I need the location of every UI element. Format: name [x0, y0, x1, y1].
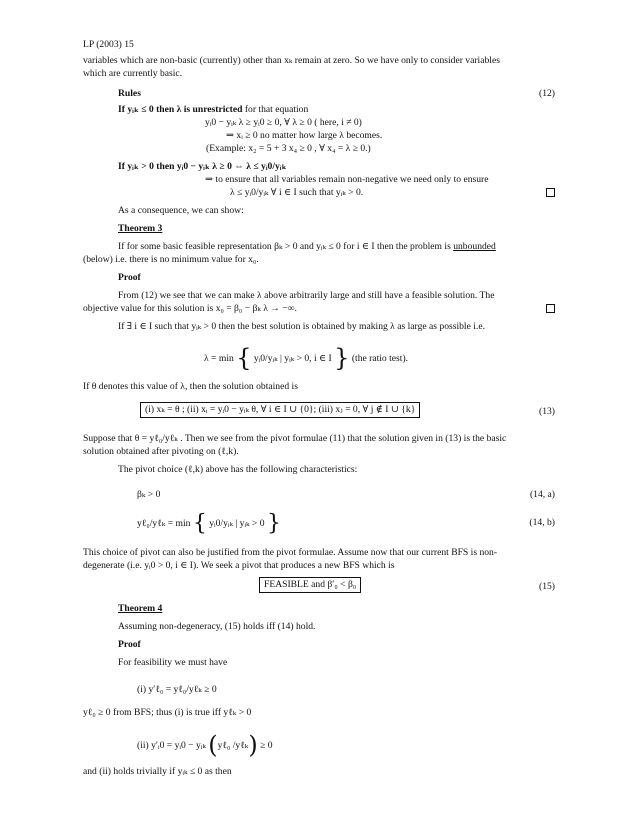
theorem-3-line: (below) i.e. there is no minimum value for x₀.: [83, 254, 259, 265]
theorem-4-heading: Theorem 4: [118, 603, 163, 614]
condition-14b-set: yᵢ0/yᵢₖ | yᵢₖ > 0: [209, 518, 265, 529]
equation-13: [140, 402, 420, 418]
left-brace-icon: {: [236, 344, 252, 372]
equation-line: (Example: x₂ = 5 + 3 x₄ ≥ 0 , ∀ x₄ = λ ≥ 0.): [206, 143, 371, 154]
qed-square-icon: [546, 304, 555, 313]
equation-line: ⇒ xᵢ ≥ 0 no matter how large λ becomes.: [226, 130, 383, 141]
equation-number: (14, a): [529, 489, 555, 500]
paragraph-line: As a consequence, we can show:: [118, 205, 244, 216]
equation-number: (14, b): [529, 517, 555, 528]
theorem-3-line: [118, 240, 496, 253]
paragraph-line: solution obtained after pivoting on (ℓ,k).: [83, 446, 239, 457]
theorem-3-text: If for some basic feasible representation βₖ > 0 and yᵢₖ ≤ 0 for i ∈ I then the problem is: [118, 241, 454, 252]
ratio-lhs: λ = min: [204, 353, 234, 364]
paragraph-line: degenerate (i.e. yᵢ0 > 0, i ∈ I). We seek a pivot that produces a new BFS which is: [83, 560, 395, 571]
condition-ii-ratio: yℓ₀ /yℓₖ: [217, 740, 249, 751]
ratio-note: (the ratio test).: [351, 353, 409, 364]
boxed-equation: FEASIBLE and β′₀ < β₀: [259, 577, 361, 593]
condition-14b: [137, 511, 281, 536]
theorem-3-heading: Theorem 3: [118, 223, 163, 234]
condition-ii: [137, 731, 273, 759]
proof-line: objective value for this solution is x₀ = β₀ − βₖ λ → −∞.: [83, 303, 297, 314]
proof-line: From (12) we see that we can make λ above arbitrarily large and still have a feasible solution. The: [118, 290, 495, 301]
equation-line: yᵢ0 − yᵢₖ λ ≥ yᵢ0 ≥ 0, ∀ λ ≥ 0 ( here, i ≠ 0): [205, 117, 362, 128]
paragraph-line: which are currently basic.: [83, 68, 183, 79]
left-paren-icon: (: [208, 731, 218, 759]
paragraph-line: yℓ₀ ≥ 0 from BFS; thus (i) is true iff yℓₖ > 0: [83, 707, 252, 718]
theorem-4-text: Assuming non-degeneracy, (15) holds iff (14) hold.: [118, 621, 316, 632]
equation-number: (12): [539, 88, 555, 99]
right-brace-icon: }: [334, 344, 350, 372]
paragraph-line: This choice of pivot can also be justified from the pivot formulae. Assume now that our current BFS is non-: [83, 547, 498, 558]
boxed-equation: (i) xₖ = θ ; (ii) xᵢ = yᵢ0 − yᵢₖ θ, ∀ i ∈ I ∪ {0}; (iii) xⱼ = 0, ∀ j ∉ I ∪ {k}: [140, 402, 420, 418]
paragraph-line: Suppose that θ = yℓ₀/yℓₖ . Then we see from the pivot formulae (11) that the solution given in (13) is the basic: [83, 433, 507, 444]
rule-2-line: ⇒ to ensure that all variables remain non-negative we need only to ensure: [205, 174, 489, 185]
condition-14b-lhs: yℓ₀/yℓₖ = min: [137, 518, 191, 529]
paragraph-line: variables which are non-basic (currently) other than xₖ remain at zero. So we have only to consider variables: [83, 55, 500, 66]
proof-heading: Proof: [118, 639, 141, 650]
rules-heading: Rules: [118, 88, 141, 99]
equation-number: (13): [539, 406, 555, 417]
ratio-set: yᵢ0/yᵢₖ | yᵢₖ > 0, i ∈ I: [253, 353, 332, 364]
rule-1-condition: If yᵢₖ ≤ 0 then λ is unrestricted: [118, 104, 243, 115]
equation-number: (15): [539, 581, 555, 592]
unbounded-term: unbounded: [453, 241, 496, 252]
paragraph-line: If ∃ i ∈ I such that yᵢₖ > 0 then the best solution is obtained by making λ as large as possible i.e.: [118, 321, 485, 332]
qed-square-icon: [546, 188, 555, 197]
rule-2-line: λ ≤ yᵢ0/yᵢₖ ∀ i ∈ I such that yᵢₖ > 0.: [230, 187, 364, 198]
paragraph-line: If θ denotes this value of λ, then the solution obtained is: [83, 381, 298, 392]
running-header: LP (2003) 15: [83, 39, 134, 50]
paragraph-line: and (ii) holds trivially if yᵢₖ ≤ 0 as then: [83, 766, 232, 777]
condition-ii-lhs: (ii) y′ᵢ0 = yᵢ0 − yᵢₖ: [137, 740, 206, 751]
condition-ii-rhs: ≥ 0: [260, 740, 273, 751]
equation-15: [259, 577, 361, 593]
rule-1: [118, 103, 308, 116]
rule-2-condition: If yᵢₖ > 0 then yᵢ0 − yᵢₖ λ ≥ 0 ⇔ λ ≤ yᵢ0/yᵢₖ: [118, 161, 287, 172]
right-paren-icon: ): [248, 731, 258, 759]
condition-i: (i) y′ℓ₀ = yℓ₀/yℓₖ ≥ 0: [137, 684, 217, 695]
paragraph-line: For feasibility we must have: [118, 657, 228, 668]
paragraph-line: The pivot choice (ℓ,k) above has the following characteristics:: [118, 464, 358, 475]
left-brace-icon: {: [192, 511, 207, 536]
condition-14a: βₖ > 0: [137, 489, 161, 500]
ratio-test-formula: [204, 344, 409, 372]
proof-heading: Proof: [118, 272, 141, 283]
right-brace-icon: }: [266, 511, 281, 536]
rule-1-text: for that equation: [242, 104, 309, 115]
